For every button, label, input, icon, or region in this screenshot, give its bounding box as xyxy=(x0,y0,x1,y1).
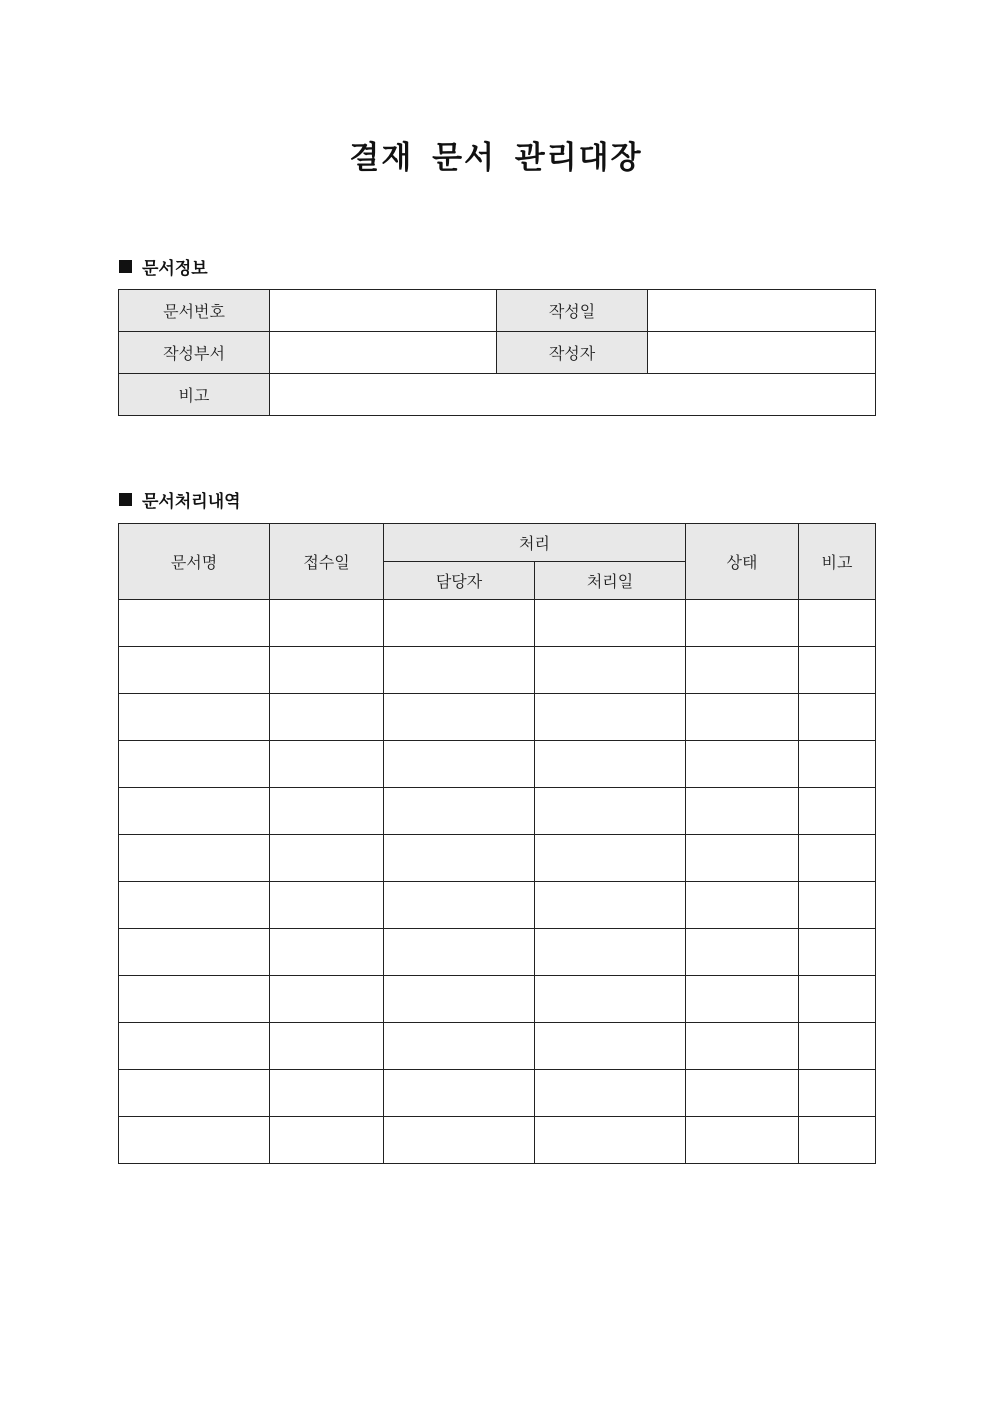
status-cell[interactable] xyxy=(686,788,799,835)
table-row xyxy=(119,1070,876,1117)
table-row xyxy=(119,1117,876,1164)
doc-name-cell[interactable] xyxy=(119,1070,270,1117)
square-bullet-icon xyxy=(119,493,132,506)
author-field[interactable] xyxy=(648,332,876,374)
assignee-cell[interactable] xyxy=(384,741,535,788)
remarks-label: 비고 xyxy=(119,374,270,416)
table-row xyxy=(119,600,876,647)
assignee-cell[interactable] xyxy=(384,835,535,882)
status-cell[interactable] xyxy=(686,1070,799,1117)
table-row xyxy=(119,694,876,741)
processed-date-cell[interactable] xyxy=(535,1117,686,1164)
status-cell[interactable] xyxy=(686,1023,799,1070)
status-cell[interactable] xyxy=(686,929,799,976)
processed-date-cell[interactable] xyxy=(535,647,686,694)
assignee-cell[interactable] xyxy=(384,929,535,976)
info-row xyxy=(119,332,876,374)
table-row xyxy=(119,882,876,929)
received-date-cell[interactable] xyxy=(270,788,384,835)
table-row xyxy=(119,835,876,882)
status-cell[interactable] xyxy=(686,1117,799,1164)
info-row xyxy=(119,374,876,416)
processed-date-cell[interactable] xyxy=(535,929,686,976)
department-label: 작성부서 xyxy=(119,332,270,374)
assignee-cell[interactable] xyxy=(384,788,535,835)
processed-date-cell[interactable] xyxy=(535,1070,686,1117)
received-date-cell[interactable] xyxy=(270,1117,384,1164)
processing-table xyxy=(118,523,876,1164)
status-cell[interactable] xyxy=(686,835,799,882)
remarks-cell[interactable] xyxy=(799,647,876,694)
doc-name-cell[interactable] xyxy=(119,741,270,788)
doc-name-cell[interactable] xyxy=(119,647,270,694)
received-date-cell[interactable] xyxy=(270,647,384,694)
assignee-header: 담당자 xyxy=(384,562,535,600)
remarks-cell[interactable] xyxy=(799,1117,876,1164)
remarks-cell[interactable] xyxy=(799,929,876,976)
remarks-cell[interactable] xyxy=(799,1070,876,1117)
received-date-cell[interactable] xyxy=(270,694,384,741)
remarks-field[interactable] xyxy=(270,374,876,416)
processing-group-header: 처리 xyxy=(384,524,686,562)
section-heading-label: 문서정보 xyxy=(142,259,208,279)
doc-name-cell[interactable] xyxy=(119,929,270,976)
status-header: 상태 xyxy=(686,524,799,600)
received-date-header: 접수일 xyxy=(270,524,384,600)
doc-name-cell[interactable] xyxy=(119,835,270,882)
section-heading-document-info xyxy=(119,254,208,279)
section-heading-processing xyxy=(119,487,241,512)
remarks-cell[interactable] xyxy=(799,976,876,1023)
remarks-cell[interactable] xyxy=(799,788,876,835)
written-date-field[interactable] xyxy=(648,290,876,332)
received-date-cell[interactable] xyxy=(270,929,384,976)
assignee-cell[interactable] xyxy=(384,647,535,694)
received-date-cell[interactable] xyxy=(270,882,384,929)
author-label: 작성자 xyxy=(497,332,648,374)
received-date-cell[interactable] xyxy=(270,1023,384,1070)
table-row xyxy=(119,647,876,694)
processed-date-cell[interactable] xyxy=(535,1023,686,1070)
doc-number-field[interactable] xyxy=(270,290,497,332)
info-row xyxy=(119,290,876,332)
status-cell[interactable] xyxy=(686,694,799,741)
written-date-label: 작성일 xyxy=(497,290,648,332)
assignee-cell[interactable] xyxy=(384,600,535,647)
section-heading-label: 문서처리내역 xyxy=(142,492,241,512)
table-row xyxy=(119,1023,876,1070)
assignee-cell[interactable] xyxy=(384,1070,535,1117)
remarks-cell[interactable] xyxy=(799,741,876,788)
remarks-cell[interactable] xyxy=(799,835,876,882)
header-row xyxy=(119,524,876,562)
doc-name-cell[interactable] xyxy=(119,1117,270,1164)
processed-date-header: 처리일 xyxy=(535,562,686,600)
table-row xyxy=(119,976,876,1023)
processed-date-cell[interactable] xyxy=(535,976,686,1023)
status-cell[interactable] xyxy=(686,741,799,788)
table-row xyxy=(119,788,876,835)
processed-date-cell[interactable] xyxy=(535,835,686,882)
square-bullet-icon xyxy=(119,260,132,273)
processed-date-cell[interactable] xyxy=(535,694,686,741)
processed-date-cell[interactable] xyxy=(535,788,686,835)
status-cell[interactable] xyxy=(686,976,799,1023)
assignee-cell[interactable] xyxy=(384,976,535,1023)
doc-name-cell[interactable] xyxy=(119,694,270,741)
received-date-cell[interactable] xyxy=(270,741,384,788)
doc-name-header: 문서명 xyxy=(119,524,270,600)
table-row xyxy=(119,741,876,788)
status-cell[interactable] xyxy=(686,882,799,929)
doc-name-cell[interactable] xyxy=(119,600,270,647)
document-info-table xyxy=(118,289,876,416)
doc-name-cell[interactable] xyxy=(119,788,270,835)
status-cell[interactable] xyxy=(686,600,799,647)
remarks-cell[interactable] xyxy=(799,882,876,929)
doc-name-cell[interactable] xyxy=(119,976,270,1023)
department-field[interactable] xyxy=(270,332,497,374)
remarks-cell[interactable] xyxy=(799,1023,876,1070)
received-date-cell[interactable] xyxy=(270,1070,384,1117)
assignee-cell[interactable] xyxy=(384,882,535,929)
assignee-cell[interactable] xyxy=(384,1117,535,1164)
doc-name-cell[interactable] xyxy=(119,882,270,929)
remarks-cell[interactable] xyxy=(799,600,876,647)
remarks-cell[interactable] xyxy=(799,694,876,741)
received-date-cell[interactable] xyxy=(270,600,384,647)
received-date-cell[interactable] xyxy=(270,976,384,1023)
processed-date-cell[interactable] xyxy=(535,741,686,788)
table-row xyxy=(119,929,876,976)
processed-date-cell[interactable] xyxy=(535,882,686,929)
remarks-header: 비고 xyxy=(799,524,876,600)
processed-date-cell[interactable] xyxy=(535,600,686,647)
assignee-cell[interactable] xyxy=(384,1023,535,1070)
assignee-cell[interactable] xyxy=(384,694,535,741)
received-date-cell[interactable] xyxy=(270,835,384,882)
page-title: 결재 문서 관리대장 xyxy=(349,140,643,176)
doc-number-label: 문서번호 xyxy=(119,290,270,332)
status-cell[interactable] xyxy=(686,647,799,694)
doc-name-cell[interactable] xyxy=(119,1023,270,1070)
